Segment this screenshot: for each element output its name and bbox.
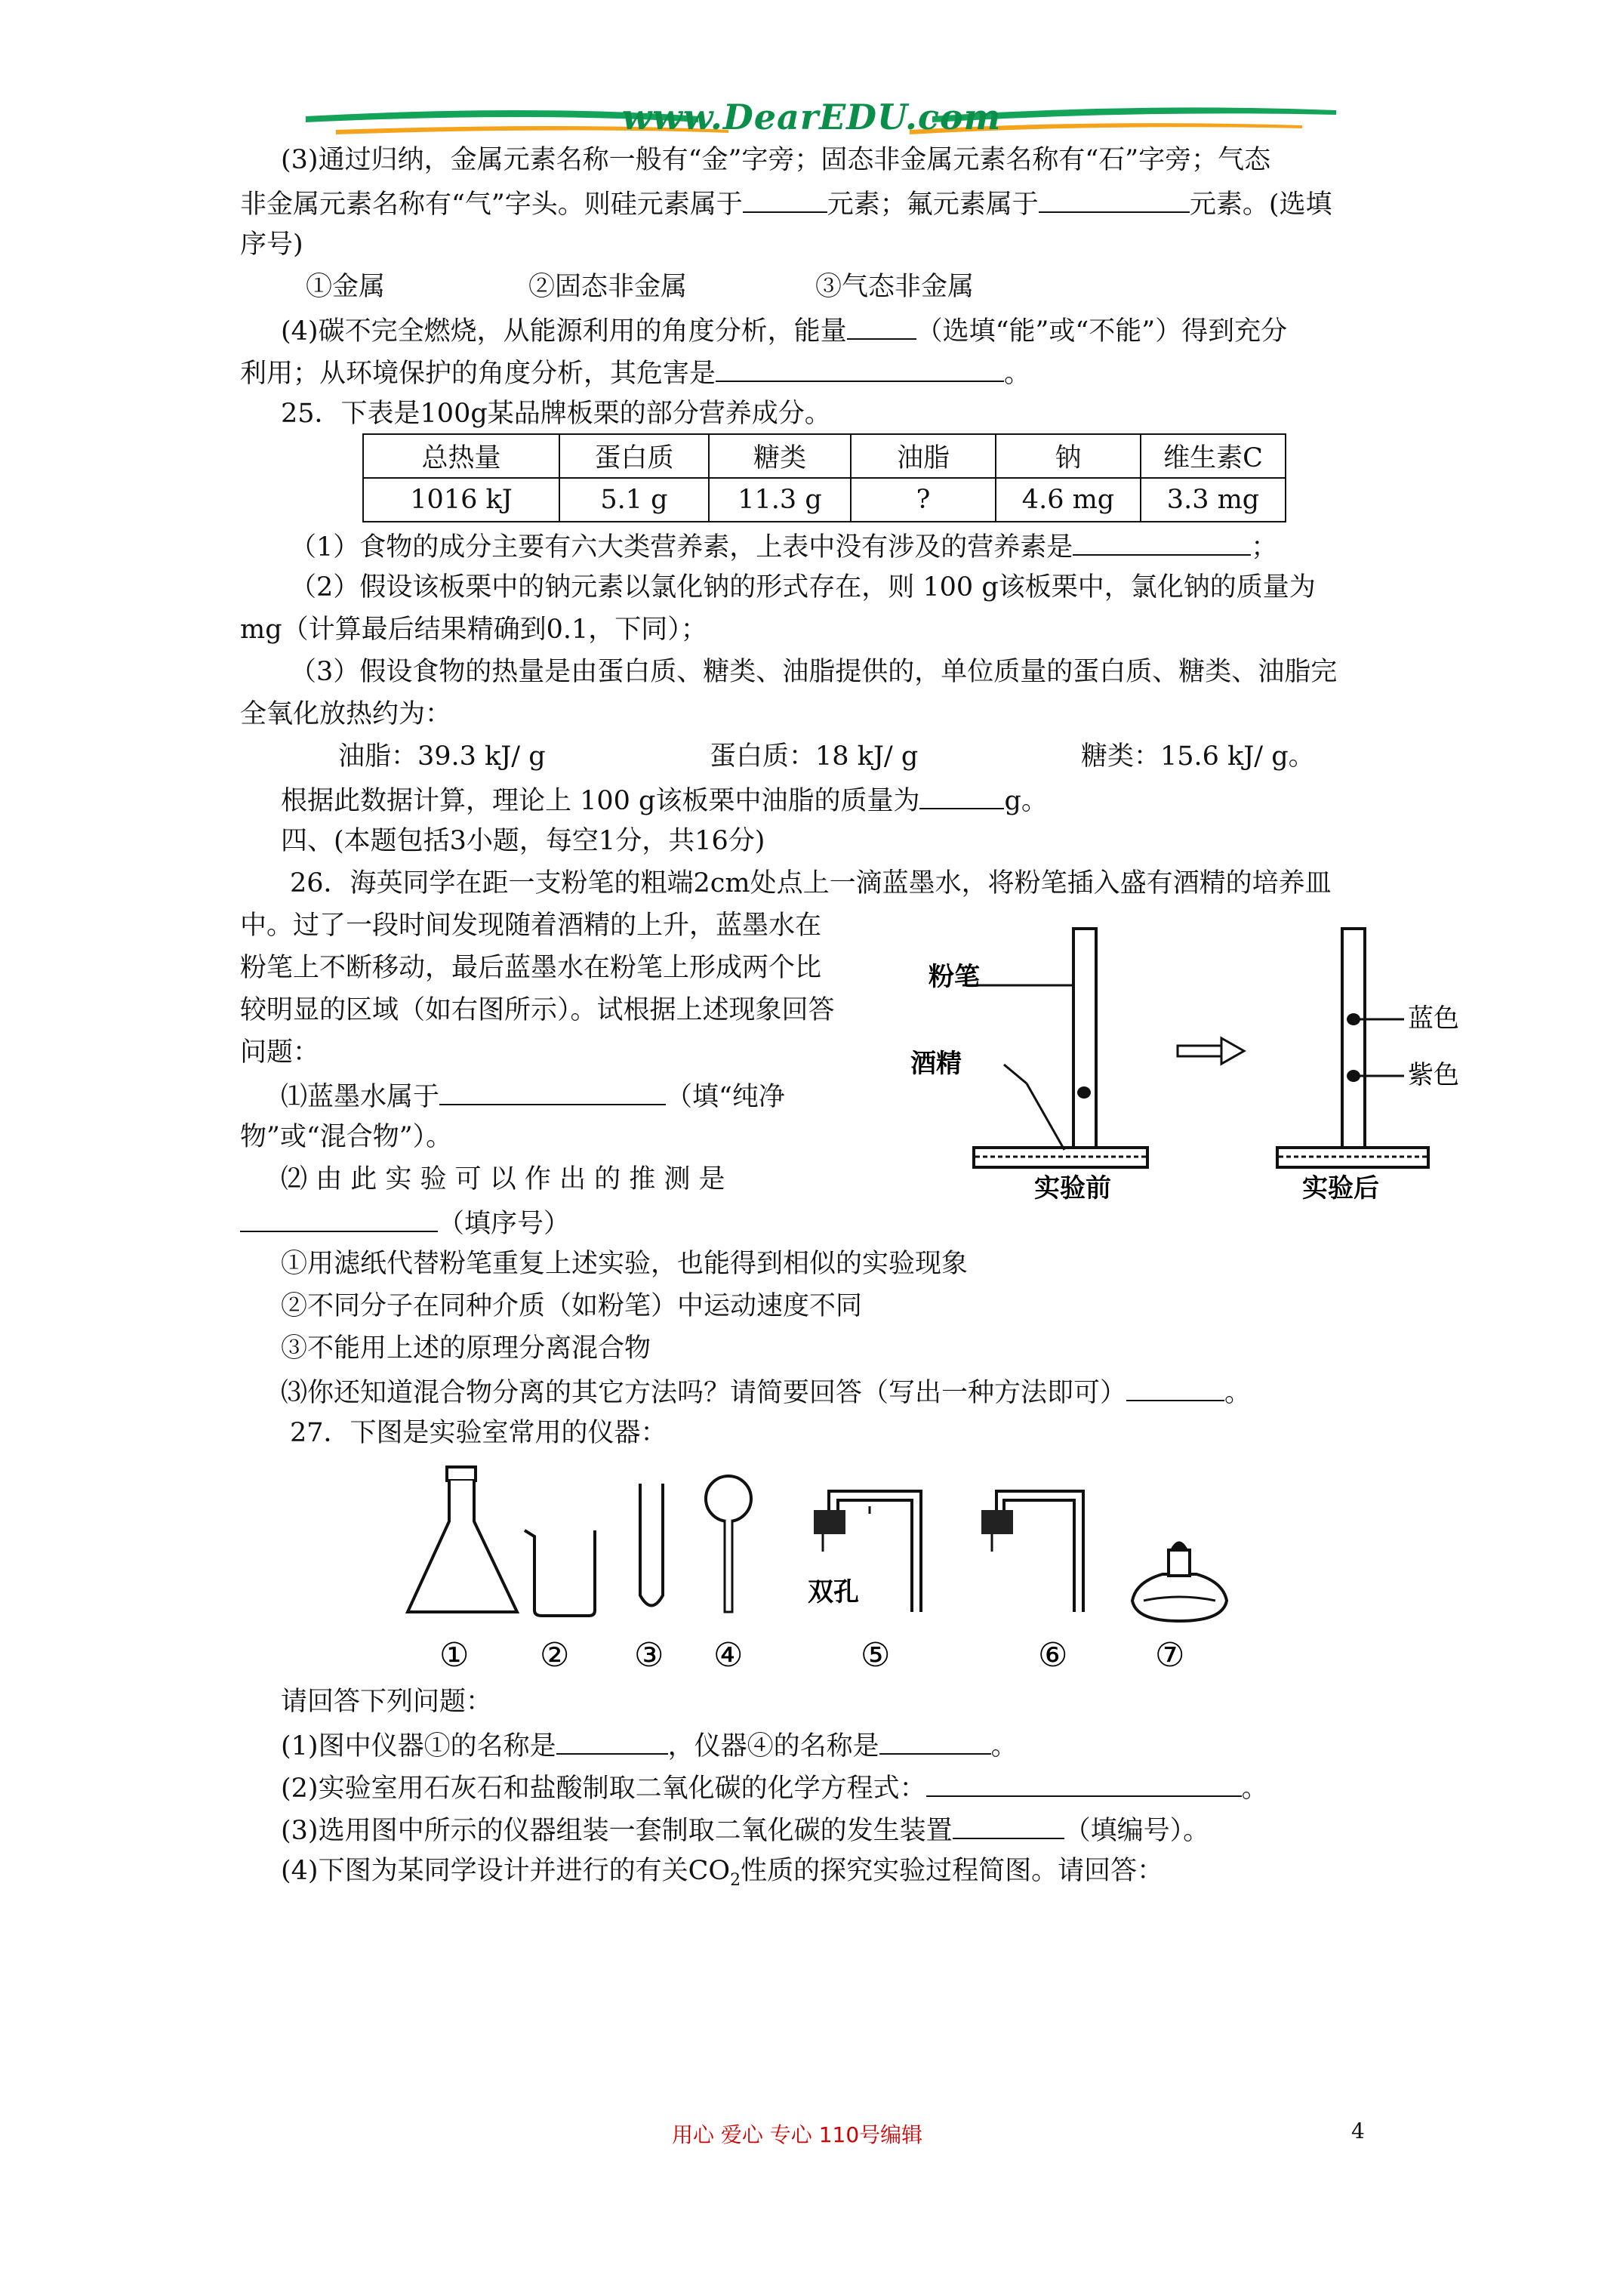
text-segment: 。 (1241, 1774, 1268, 1804)
table-cell: 11.3 g (709, 478, 851, 522)
heat-protein: 蛋白质：18 kJ/ g (710, 741, 919, 772)
label-before: 实验前 (1034, 1173, 1111, 1203)
before-setup (962, 929, 1147, 1167)
alcohol-pointer-line (1004, 1065, 1027, 1083)
q25-p1 (290, 529, 1277, 564)
q26-q2-line2 (240, 1205, 570, 1240)
table-header-cell: 蛋白质 (559, 434, 709, 478)
text-segment: ⑶你还知道混合物分离的其它方法吗？请简要回答（写出一种方法即可） (281, 1378, 1127, 1408)
q25-p3-line1: （3）假设食物的热量是由蛋白质、糖类、油脂提供的，单位质量的蛋白质、糖类、油脂完 (290, 657, 1338, 687)
table-cell: 5.1 g (559, 478, 709, 522)
page-number: 4 (1351, 2119, 1365, 2143)
text-segment: （填序号） (438, 1209, 571, 1239)
apparatus-label: ⑥ (1038, 1636, 1068, 1675)
apparatus-label: ⑤ (861, 1636, 891, 1675)
label-blue: 蓝色 (1408, 1003, 1459, 1034)
q27-p1 (281, 1727, 1018, 1763)
text-segment: (4)碳不完全燃烧，从能源利用的角度分析，能量 (281, 316, 847, 347)
q27-intro: 27．下图是实验室常用的仪器： (290, 1418, 667, 1448)
answer-blank (879, 1727, 991, 1755)
answer-blank (953, 1812, 1064, 1839)
text-segment: 。 (1004, 359, 1031, 389)
q24-p4-line1 (281, 313, 1287, 348)
answer-blank (556, 1727, 668, 1755)
text-segment: (4)下图为某同学设计并进行的有关CO (281, 1856, 731, 1886)
answer-blank (743, 186, 827, 213)
test-tube-icon (640, 1484, 663, 1606)
beaker-icon (525, 1530, 595, 1616)
q26-line2: 中。过了一段时间发现随着酒精的上升，蓝墨水在 (240, 911, 822, 941)
table-header-cell: 总热量 (363, 434, 559, 478)
q24-p3-line3: 序号) (240, 230, 303, 260)
q27-p2 (281, 1770, 1268, 1805)
text-segment: ⑴蓝墨水属于 (281, 1082, 440, 1112)
answer-blank (1126, 1374, 1224, 1401)
text-segment: （1）食物的成分主要有六大类营养素，上表中没有涉及的营养素是 (290, 532, 1073, 562)
funnel-icon (706, 1476, 751, 1612)
q24-option-3: ③气态非金属 (815, 272, 975, 302)
table-cell: ? (851, 478, 996, 522)
heat-sugar: 糖类：15.6 kJ/ g。 (1081, 741, 1315, 772)
text-segment: (2)实验室用石灰石和盐酸制取二氧化碳的化学方程式： (281, 1774, 926, 1804)
q24-option-1: ①金属 (306, 272, 386, 302)
q26-line4: 较明显的区域（如右图所示）。试根据上述现象回答 (240, 995, 835, 1025)
answer-blank (439, 1078, 666, 1105)
answer-blank (240, 1205, 438, 1232)
text-segment: 。 (990, 1731, 1018, 1761)
chalk-experiment-figure (906, 925, 1495, 1216)
q26-q1-line2: 物”或“混合物”）。 (240, 1122, 453, 1152)
answer-blank (1039, 186, 1190, 213)
text-segment: (1)图中仪器①的名称是 (281, 1731, 556, 1761)
heat-oil: 油脂：39.3 kJ/ g (338, 741, 546, 772)
text-segment: 非金属元素名称有“气”字头。则硅元素属于 (240, 190, 743, 220)
text-segment: 根据此数据计算，理论上 100 g该板栗中油脂的质量为 (281, 786, 920, 816)
q26-q1-line1 (281, 1078, 785, 1114)
q24-p4-line2 (240, 355, 1030, 390)
text-segment: （填编号）。 (1064, 1816, 1210, 1846)
q25-p2-line1: （2）假设该板栗中的钠元素以氯化钠的形式存在，则 100 g该板栗中，氯化钠的质量为 (290, 572, 1316, 603)
q25-intro: 25．下表是100g某品牌板栗的部分营养成分。 (281, 399, 831, 429)
answer-blank (926, 1770, 1242, 1797)
text-segment: (3)选用图中所示的仪器组装一套制取二氧化碳的发生装置 (281, 1816, 953, 1846)
table-header-cell: 维生素C (1141, 434, 1286, 478)
footer-text: 用心 爱心 专心 110号编辑 (672, 2122, 923, 2147)
text-segment: 元素。(选填 (1189, 190, 1332, 220)
table-cell: 4.6 mg (996, 478, 1141, 522)
answer-blank (847, 313, 916, 340)
table-header-row (363, 434, 1286, 478)
label-alcohol: 酒精 (910, 1049, 962, 1079)
label-purple: 紫色 (1408, 1060, 1459, 1090)
text-segment: ； (1251, 532, 1278, 562)
text-segment: g。 (1004, 786, 1048, 816)
q26-q2-line1: ⑵ 由 此 实 验 可 以 作 出 的 推 测 是 (281, 1164, 725, 1194)
apparatus-label: ④ (713, 1636, 744, 1675)
q24-p3-line1: (3)通过归纳，金属元素名称一般有“金”字旁；固态非金属元素名称有“石”字旁；气态 (281, 145, 1271, 175)
q26-choice-3: ③不能用上述的原理分离混合物 (281, 1333, 651, 1364)
nutrition-table (362, 433, 1286, 522)
q26-line1: 26．海英同学在距一支粉笔的粗端2cm处点上一滴蓝墨水，将粉笔插入盛有酒精的培养皿 (290, 868, 1332, 898)
table-cell: 1016 kJ (363, 478, 559, 522)
site-logo-text: www.DearEDU.com (621, 97, 1002, 137)
q26-line5: 问题： (240, 1037, 320, 1068)
one-hole-stopper-icon (981, 1491, 1083, 1612)
q26-line3: 粉笔上不断移动，最后蓝墨水在粉笔上形成两个比 (240, 953, 822, 983)
text-segment: 元素；氟元素属于 (827, 190, 1039, 220)
q26-choice-1: ①用滤纸代替粉笔重复上述实验，也能得到相似的实验现象 (281, 1249, 969, 1279)
q26-q3 (281, 1374, 1251, 1410)
label-chalk: 粉笔 (929, 962, 980, 992)
q24-p3-line2 (240, 186, 1332, 221)
answer-blank (716, 355, 1004, 382)
apparatus-label: ② (540, 1636, 570, 1675)
apparatus-label: ⑦ (1155, 1636, 1185, 1675)
q27-prompt: 请回答下列问题： (281, 1687, 493, 1717)
table-header-cell: 钠 (996, 434, 1141, 478)
after-setup (1277, 929, 1428, 1167)
q24-option-2: ②固态非金属 (528, 272, 688, 302)
q25-p2-line2: mg（计算最后结果精确到0.1，下同）； (240, 615, 707, 645)
text-segment: ，仪器④的名称是 (667, 1731, 879, 1761)
text-segment: （填“纯净 (666, 1082, 785, 1112)
text-segment: 利用；从环境保护的角度分析，其危害是 (240, 359, 716, 389)
q26-choice-2: ②不同分子在同种介质（如粉笔）中运动速度不同 (281, 1291, 863, 1321)
text-segment: 2 (730, 1871, 741, 1890)
right-arrow-icon (1178, 1038, 1244, 1064)
text-segment: 性质的探究实验过程简图。请回答： (741, 1856, 1164, 1886)
table-header-cell: 糖类 (709, 434, 851, 478)
table-cell: 3.3 mg (1141, 478, 1286, 522)
alcohol-lamp-icon (1132, 1542, 1227, 1622)
table-row (363, 478, 1286, 522)
section-heading: 四、(本题包括3小题，每空1分，共16分) (281, 826, 765, 856)
conical-flask-icon (408, 1467, 517, 1612)
label-double-hole: 双孔 (808, 1577, 859, 1607)
answer-blank (919, 782, 1004, 809)
label-after: 实验后 (1302, 1173, 1379, 1203)
table-header-cell: 油脂 (851, 434, 996, 478)
answer-blank (1073, 529, 1251, 556)
text-segment: 。 (1224, 1378, 1252, 1408)
apparatus-label: ③ (634, 1636, 664, 1675)
q25-p3-line2: 全氧化放热约为： (240, 699, 452, 729)
q27-p3 (281, 1812, 1209, 1848)
q27-p4 (281, 1854, 1163, 1897)
q25-calc (281, 782, 1048, 818)
lab-apparatus-figure (400, 1461, 1283, 1687)
text-segment: （选填“能”或“不能”）得到充分 (916, 316, 1288, 347)
apparatus-label: ① (439, 1636, 470, 1675)
ink-drop-icon (1077, 1086, 1091, 1099)
